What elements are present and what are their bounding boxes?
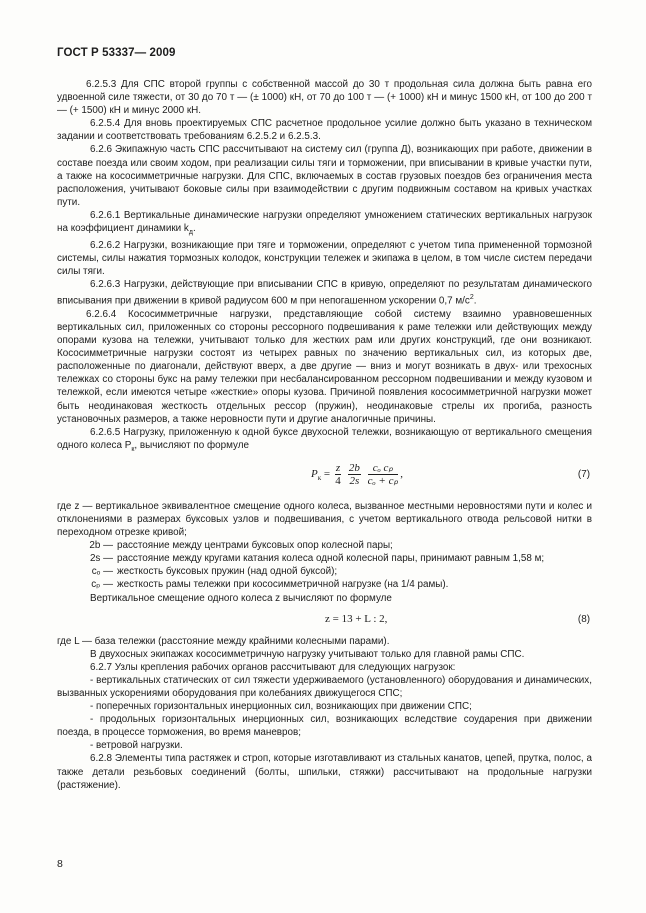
p-sub: к: [131, 445, 135, 453]
fraction-2b-2s: [348, 462, 361, 487]
frac-num: cₒ cₚ: [368, 462, 399, 475]
formula-number-8: (8): [577, 613, 590, 625]
paragraph-6-2-6-4: 6.2.6.4 Кососимметричные нагрузки, представляющие собой систему взаимно уравновешенных вертикальных сил, приложенных со стороны рессорного подвешивания к раме тележки или действующих между опорами кузова на тележки, учитывают только для жестких рам или других конструкций, где они возникают. Кососимметричные нагрузки состоят из четырех равных по значению вертикальных сил, из которых две, расположенные по диагонали, действуют вверх, а две другие — вниз и могут возникать в двух- или трехосных тележках со стороны букс на раму тележки при несбалансированном рессорном подвешивании и между кузовом и тележкой, если имеются четыре «жесткие» опоры кузова. Причиной появления кососимметричной нагрузки может быть неодинаковая жесткость отдельных рессор (пружин), неодинаковые стрелы их прогиба, разность установочных размеров, а также неровности пути и другие аналогичные причины.: [57, 308, 592, 425]
paragraph-6-2-6-2: 6.2.6.2 Нагрузки, возникающие при тяге и торможении, определяют с учетом типа примененной тормозной системы, силы нажатия тормозных колодок, конструкции тележек и экипажа в целом, в том числе систем передачи силы тяги.: [57, 240, 592, 278]
p-end: .: [192, 223, 196, 235]
list-item-transverse: - поперечных горизонтальных инерционных сил, возникающих при движении СПС;: [90, 701, 472, 713]
paragraph-6-2-6-5: [57, 426, 592, 456]
def-text: жесткость буксовых пружин (над одной буксой);: [117, 566, 338, 578]
paragraph-vertical-offset: Вертикальное смещение одного колеса z вычисляют по формуле: [90, 592, 392, 604]
def-symbol: 2b —: [89, 540, 113, 552]
document-header: ГОСТ Р 53337— 2009: [57, 47, 176, 59]
frac-den: 4: [335, 474, 341, 487]
paragraph-where-L: где L — база тележки (расстояние между крайними колесными парами).: [57, 635, 390, 647]
formula-number-7: (7): [577, 468, 590, 480]
paragraph-6-2-6-1: [57, 209, 592, 239]
paragraph-6-2-5-4: 6.2.5.4 Для вновь проектируемых СПС расчетное продольное усилие должно быть указано в техническом задании и соответствовать требованиям 6.2.5.2 и 6.2.5.3.: [57, 118, 592, 143]
frac-den: 2s: [349, 474, 360, 487]
paragraph-6-2-5-3: 6.2.5.3 Для СПС второй группы с собственной массой до 30 т продольная сила должна быть равна его удвоенной силе тяжести, от 30 до 70 т — (± 1000) кН, от 70 до 100 т — (+ 1000) кН и минус 1500 кН, от 100 до 200 т — (+ 1500) кН и минус 2000 кН.: [57, 79, 592, 117]
formula-7: [57, 456, 592, 500]
p-sup: 2: [469, 294, 474, 302]
paragraph-where-z: где z — вертикальное эквивалентное смещение одного колеса, вызванное местными неровностями пути и колес и отклонениями в размерах буксовых узлов и подвешивания, с учетом вертикального отвода рельсовой нитки в переходном отрезке кривой;: [57, 500, 592, 539]
frac-num: z: [335, 461, 341, 474]
formula-lhs: P: [311, 467, 318, 480]
formula-8-expression: z = 13 + L : 2,: [325, 612, 388, 625]
def-text: расстояние между кругами катания колеса одной колесной пары, принимают равным 1,58 м;: [117, 553, 545, 565]
definition-2b: [57, 539, 592, 552]
formula-8: [57, 605, 592, 635]
p-text: 6.2.6.3 Нагрузки, действующие при вписывании СПС в кривую, определяют по результатам динамического вписывания при движении в кривой радиусом 600 м при непогашенном ускорении 0,7 м/с: [57, 279, 592, 307]
page-number: 8: [57, 858, 63, 870]
definition-cp: [57, 578, 592, 591]
formula-eq: =: [323, 467, 331, 480]
paragraph-6-2-7: 6.2.7 Узлы крепления рабочих органов рассчитывают для следующих нагрузок:: [90, 661, 456, 673]
def-symbol: cₒ —: [91, 566, 113, 578]
fraction-stiffness: [368, 462, 399, 487]
def-text: жесткость рамы тележки при кососимметричной нагрузке (на 1/4 рамы).: [117, 579, 449, 591]
def-symbol: cₚ —: [91, 579, 113, 591]
formula-7-expression: [311, 462, 403, 487]
list-item-vertical: - вертикальных статических от сил тяжести удерживаемого (установленного) оборудования и динамических, вызванных ускорениями оборудования при колебаниях движущегося СПС;: [57, 674, 592, 699]
fraction-z-4: [335, 462, 341, 487]
frac-num: 2b: [348, 461, 360, 474]
definition-2s: [57, 552, 592, 565]
paragraph-6-2-6: 6.2.6 Экипажную часть СПС рассчитывают на систему сил (группа Д), возникающих при работе, движении в составе поезда или своим ходом, при реализации силы тяги и торможении, при вписывании в кривые участки пути, а также на кососимметричные нагрузки. Для СПС, включаемых в состав грузовых поездов без ограничения места расположения, учитывают боковые силы при взаимодействии с другим подвижным составом на кривых участках пути.: [57, 144, 592, 208]
frac-den: cₒ + cₚ: [367, 474, 399, 487]
p-end: .: [473, 295, 477, 307]
paragraph-6-2-8: 6.2.8 Элементы типа растяжек и строп, которые изготавливают из стальных канатов, цепей, прутка, полос, а также детали резьбовых соединений (болты, шпильки, стяжки) рассчитывают на продольные нагрузки (растяжение).: [57, 753, 592, 791]
p-sub: д: [188, 229, 193, 236]
formula-tail: ,: [400, 467, 403, 480]
paragraph-6-2-6-3: [57, 278, 592, 307]
p-end: , вычисляют по формуле: [134, 439, 249, 451]
definition-co: [57, 565, 592, 578]
document-body: [57, 78, 592, 792]
def-symbol: 2s —: [89, 553, 113, 565]
formula-lhs-sub: к: [317, 474, 322, 483]
paragraph-two-axle: В двухосных экипажах кососимметричную нагрузку учитывают только для главной рамы СПС.: [90, 648, 525, 660]
list-item-longitudinal: - продольных горизонтальных инерционных сил, возникающих вследствие соударения при движении поезда, в процессе торможения, во время маневров;: [57, 714, 592, 739]
def-text: расстояние между центрами буксовых опор колесной пары;: [117, 540, 393, 552]
list-item-wind: - ветровой нагрузки.: [90, 740, 183, 752]
p-text: 6.2.6.1 Вертикальные динамические нагрузки определяют умножением статических вертикальных нагрузок на коэффициент динамики k: [57, 209, 592, 235]
p-text: 6.2.6.5 Нагрузку, приложенную к одной буксе двухосной тележки, возникающую от вертикального смещения одного колеса P: [57, 426, 592, 451]
